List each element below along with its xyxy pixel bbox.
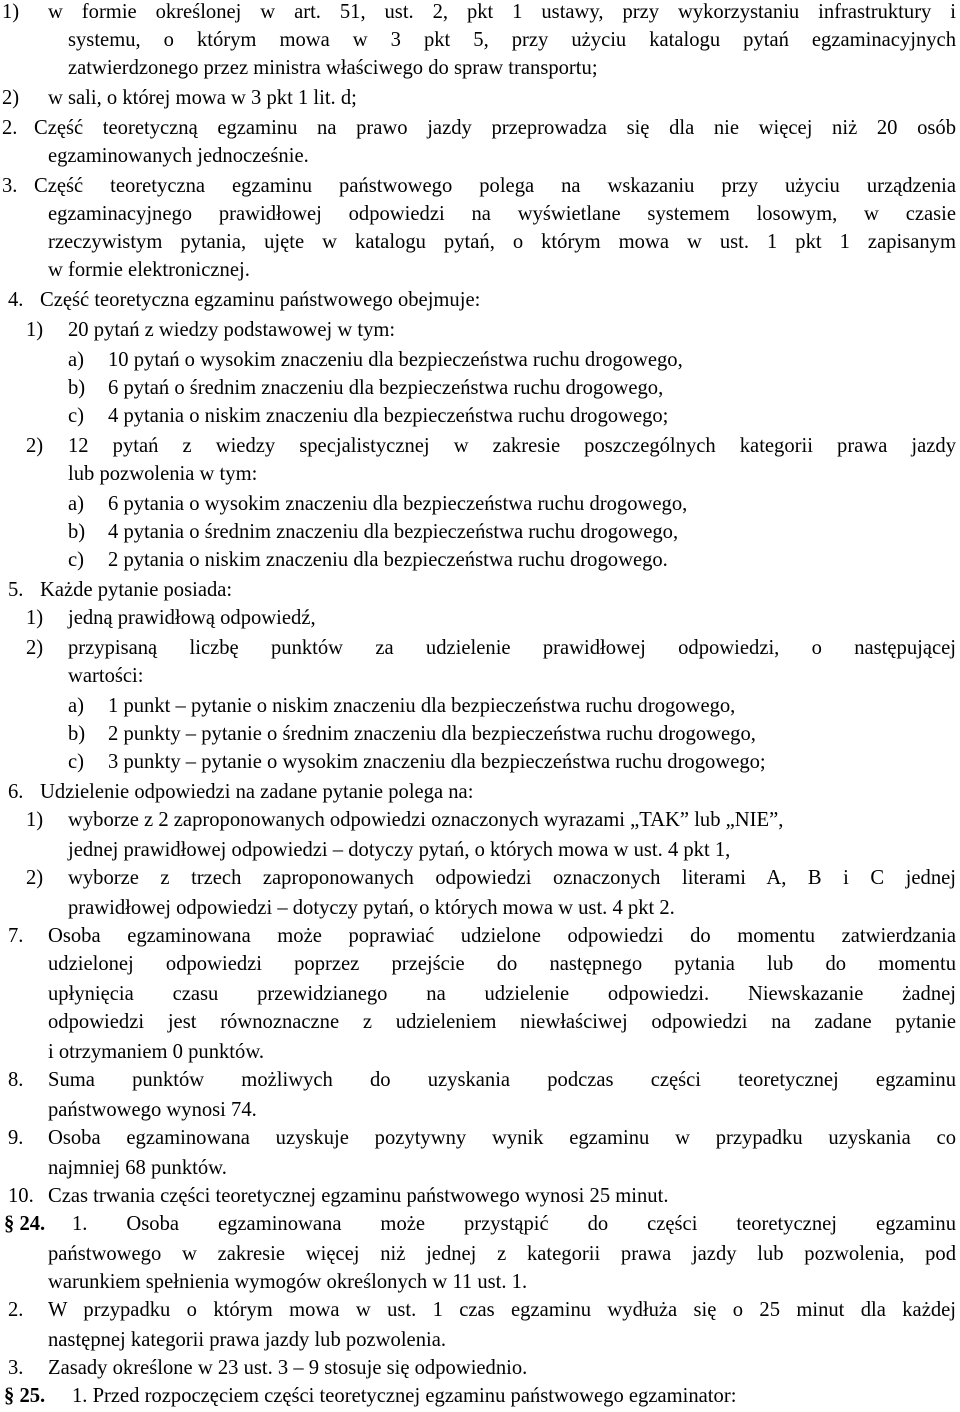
text-line: warunkiem spełnienia wymogów określonych w 11 ust. 1. <box>48 1271 528 1293</box>
text-line: wartości: <box>68 665 144 687</box>
paragraph-number: 5. <box>8 579 24 601</box>
text-line: Czas trwania części teoretycznej egzaminu państwowego wynosi 25 minut. <box>48 1185 669 1207</box>
text-line: 4 pytania o średnim znaczeniu dla bezpieczeństwa ruchu drogowego, <box>108 521 679 543</box>
text-line: 3 punkty – pytanie o wysokim znaczeniu dla bezpieczeństwa ruchu drogowego; <box>108 751 766 773</box>
paragraph-number: 9. <box>8 1127 24 1149</box>
text-line: upłynięcia czasu przewidzianego na udzielenie odpowiedzi. Niewskazanie żadnej <box>48 983 956 1005</box>
paragraph-number: 8. <box>8 1069 24 1091</box>
text-line: rzeczywistym pytania, ujęte w katalogu pytań, o którym mowa w ust. 1 pkt 1 zapisanym <box>48 231 956 253</box>
text-line: prawidłowej odpowiedzi – dotyczy pytań, o których mowa w ust. 4 pkt 2. <box>68 897 675 919</box>
section-number: § 25. <box>4 1385 46 1407</box>
text-line: egzaminacyjnego prawidłowej odpowiedzi na wyświetlane systemem losowym, w czasie <box>48 203 956 225</box>
paragraph-number: 3. <box>8 1357 24 1379</box>
text-line: wyborze z 2 zaproponowanych odpowiedzi oznaczonych wyrazami „TAK” lub „NIE”, <box>68 809 784 831</box>
text-line: Część teoretyczna egzaminu państwowego obejmuje: <box>40 289 481 311</box>
paragraph-number: 7. <box>8 925 24 947</box>
text-line: udzielonej odpowiedzi poprzez przejście do następnego pytania lub do momentu <box>48 953 956 975</box>
list-marker: 2) <box>26 637 44 659</box>
section-number: § 24. <box>4 1213 46 1235</box>
paragraph-number: 3. <box>2 175 18 197</box>
text-line: Każde pytanie posiada: <box>40 579 233 601</box>
text-line: systemu, o którym mowa w 3 pkt 5, przy użyciu katalogu pytań egzaminacyjnych <box>68 29 956 51</box>
list-marker: 2) <box>26 867 44 889</box>
text-line: 2 punkty – pytanie o średnim znaczeniu dla bezpieczeństwa ruchu drogowego, <box>108 723 756 745</box>
text-line: następnej kategorii prawa jazdy lub pozwolenia. <box>48 1329 446 1351</box>
list-marker: b) <box>68 377 86 399</box>
text-line: Osoba egzaminowana uzyskuje pozytywny wynik egzaminu w przypadku uzyskania co <box>48 1127 956 1149</box>
list-marker: 1) <box>26 809 44 831</box>
text-line: jedną prawidłową odpowiedź, <box>68 607 316 629</box>
text-line: zatwierdzonego przez ministra właściwego do spraw transportu; <box>68 57 598 79</box>
list-marker: c) <box>68 751 84 773</box>
paragraph-number: 2. <box>8 1299 24 1321</box>
text-line: Zasady określone w 23 ust. 3 – 9 stosuje się odpowiednio. <box>48 1357 528 1379</box>
text-line: Suma punktów możliwych do uzyskania podczas części teoretycznej egzaminu <box>48 1069 956 1091</box>
text-line: 12 pytań z wiedzy specjalistycznej w zakresie poszczególnych kategorii prawa jazdy <box>68 435 956 457</box>
text-line: Część teoretyczna egzaminu państwowego polega na wskazaniu przy użyciu urządzenia <box>34 175 956 197</box>
text-line: 6 pytania o wysokim znaczeniu dla bezpieczeństwa ruchu drogowego, <box>108 493 688 515</box>
text-line: najmniej 68 punktów. <box>48 1157 227 1179</box>
text-line: odpowiedzi jest równoznaczne z udzieleniem niewłaściwej odpowiedzi na zadane pytanie <box>48 1011 956 1033</box>
text-line: 1. Przed rozpoczęciem części teoretycznej egzaminu państwowego egzaminator: <box>72 1385 737 1407</box>
text-line: 4 pytania o niskim znaczeniu dla bezpieczeństwa ruchu drogowego; <box>108 405 669 427</box>
text-line: Część teoretyczną egzaminu na prawo jazdy przeprowadza się dla nie więcej niż 20 osób <box>34 117 956 139</box>
text-line: i otrzymaniem 0 punktów. <box>48 1041 265 1063</box>
text-line: państwowego wynosi 74. <box>48 1099 257 1121</box>
text-line: 20 pytań z wiedzy podstawowej w tym: <box>68 319 396 341</box>
text-line: 1. Osoba egzaminowana może przystąpić do części teoretycznej egzaminu <box>72 1213 956 1235</box>
text-line: Udzielenie odpowiedzi na zadane pytanie polega na: <box>40 781 474 803</box>
text-line: egzaminowanych jednocześnie. <box>48 145 309 167</box>
text-line: 10 pytań o wysokim znaczeniu dla bezpieczeństwa ruchu drogowego, <box>108 349 683 371</box>
text-line: W przypadku o którym mowa w ust. 1 czas egzaminu wydłuża się o 25 minut dla każdej <box>48 1299 956 1321</box>
text-line: w formie określonej w art. 51, ust. 2, pkt 1 ustawy, przy wykorzystaniu infrastruktury i <box>48 1 956 23</box>
text-line: lub pozwolenia w tym: <box>68 463 258 485</box>
paragraph-number: 2. <box>2 117 18 139</box>
text-line: w sali, o której mowa w 3 pkt 1 lit. d; <box>48 87 357 109</box>
text-line: przypisaną liczbę punktów za udzielenie prawidłowej odpowiedzi, o następującej <box>68 637 956 659</box>
list-marker: c) <box>68 549 84 571</box>
text-line: wyborze z trzech zaproponowanych odpowiedzi oznaczonych literami A, B i C jednej <box>68 867 956 889</box>
text-line: jednej prawidłowej odpowiedzi – dotyczy pytań, o których mowa w ust. 4 pkt 1, <box>68 839 731 861</box>
text-line: 1 punkt – pytanie o niskim znaczeniu dla bezpieczeństwa ruchu drogowego, <box>108 695 736 717</box>
list-marker: c) <box>68 405 84 427</box>
list-marker: 2) <box>2 87 20 109</box>
text-line: w formie elektronicznej. <box>48 259 250 281</box>
list-marker: 2) <box>26 435 44 457</box>
list-marker: b) <box>68 723 86 745</box>
list-marker: 1) <box>26 319 44 341</box>
text-line: państwowego w zakresie więcej niż jednej z kategorii prawa jazdy lub pozwolenia, pod <box>48 1243 956 1265</box>
list-marker: b) <box>68 521 86 543</box>
list-marker: a) <box>68 349 84 371</box>
list-marker: 1) <box>2 1 20 23</box>
list-marker: 1) <box>26 607 44 629</box>
text-line: Osoba egzaminowana może poprawiać udzielone odpowiedzi do momentu zatwierdzania <box>48 925 956 947</box>
paragraph-number: 4. <box>8 289 24 311</box>
text-line: 6 pytań o średnim znaczeniu dla bezpieczeństwa ruchu drogowego, <box>108 377 664 399</box>
paragraph-number: 10. <box>8 1185 34 1207</box>
text-line: 2 pytania o niskim znaczeniu dla bezpieczeństwa ruchu drogowego. <box>108 549 668 571</box>
list-marker: a) <box>68 493 84 515</box>
paragraph-number: 6. <box>8 781 24 803</box>
list-marker: a) <box>68 695 84 717</box>
